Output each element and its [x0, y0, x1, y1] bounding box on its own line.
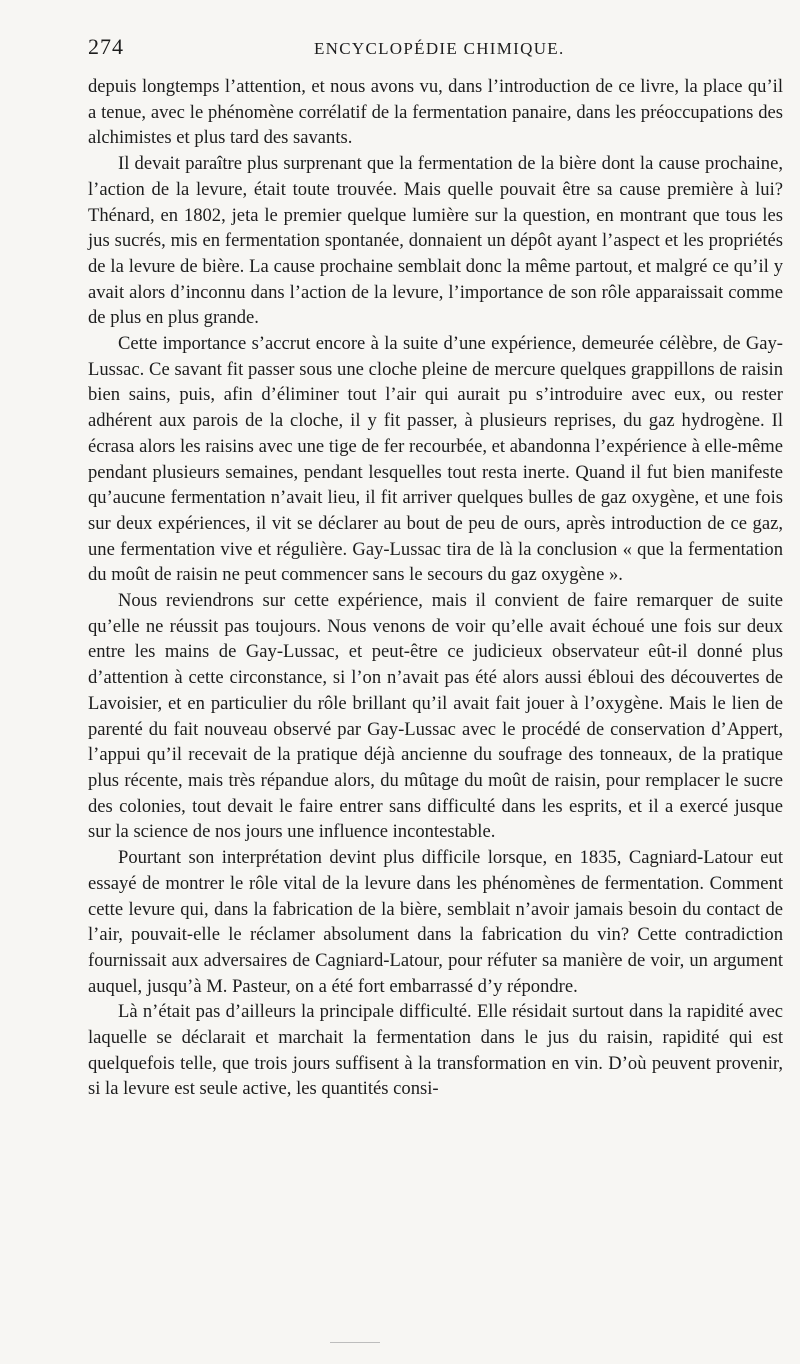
paragraph: depuis longtemps l’attention, et nous avons vu, dans l’introduction de ce livre, la place qu’il a tenue, avec le phénomène corrélatif de la fermentation panaire, dans les préoccupations des alchimistes et plus tard des savants. — [88, 76, 783, 149]
paragraph: Nous reviendrons sur cette expérience, mais il convient de faire remarquer de suite qu’elle ne réussit pas toujours. Nous venons de voir qu’elle avait échoué une fois sur deux entre les mains de Gay-Lussac, et peut-être ce judicieux observateur eût-il donné plus d’attention à cette circonstance, si l’on n’avait pas été alors aussi ébloui des découvertes de Lavoisier, et en particulier du rôle brillant qu’il avait fait jouer à l’oxygène. Mais le lien de parenté du fait nouveau observé par Gay-Lussac avec le procédé de conservation d’Appert, l’appui qu’il recevait de la pratique déjà ancienne du soufrage des tonneaux, de la pratique plus récente, mais très répandue alors, du mûtage du moût de raisin, pour remplacer le sucre des colonies, tout devait le faire entrer sans difficulté dans les esprits, et il a exercé jusque sur la science de nos jours une influence incontestable. — [88, 590, 783, 843]
paragraph: Pourtant son interprétation devint plus difficile lorsque, en 1835, Cagniard-Latour eut essayé de montrer le rôle vital de la levure dans les phénomènes de fermentation. Comment cette levure qui, dans la fabrication de la bière, semblait n’avoir jamais besoin du contact de l’air, pouvait-elle le réclamer absolument dans la fabrication du vin? Cette contradiction fournissait aux adversaires de Cagniard-Latour, pour réfuter sa manière de voir, un argument auquel, jusqu’à M. Pasteur, on a été fort embarrassé d’y répondre. — [88, 847, 783, 997]
footer-rule — [330, 1342, 380, 1343]
page-header — [88, 34, 783, 66]
running-title: ENCYCLOPÉDIE CHIMIQUE. — [314, 39, 565, 58]
paragraph: Cette importance s’accrut encore à la suite d’une expérience, demeurée célèbre, de Gay-Lussac. Ce savant fit passer sous une cloche pleine de mercure quelques grappillons de raisin bien sains, puis, afin d’éliminer tout l’air qui aurait pu s’introduire avec eux, ou rester adhérent aux parois de la cloche, il y fit passer, à plusieurs reprises, du gaz hydrogène. Il écrasa alors les raisins avec une tige de fer recourbée, et abandonna l’expérience à elle-même pendant plusieurs semaines, pendant lesquelles tout resta inerte. Quand il fut bien manifeste qu’aucune fermentation n’avait lieu, il fit arriver quelques bulles de gaz oxygène, et une fois sur deux expériences, il vit se déclarer au bout de peu de ours, après introduction de ce gaz, une fermentation vive et régulière. Gay-Lussac tira de là la conclusion « que la fermentation du moût de raisin ne peut commencer sans le secours du gaz oxygène ». — [88, 333, 783, 586]
page-number: 274 — [88, 34, 124, 59]
body-text — [88, 74, 783, 1102]
paragraph: Il devait paraître plus surprenant que la fermentation de la bière dont la cause prochaine, l’action de la levure, était toute trouvée. Mais quelle pouvait être sa cause première à lui? Thénard, en 1802, jeta le premier quelque lumière sur la question, en montrant que tous les jus sucrés, mis en fermentation spontanée, donnaient un dépôt ayant l’aspect et les propriétés de la levure de bière. La cause prochaine semblait donc la même partout, et malgré ce qu’il y avait alors d’inconnu dans l’action de la levure, l’importance de son rôle apparaissait comme de plus en plus grande. — [88, 153, 783, 329]
paragraph: Là n’était pas d’ailleurs la principale difficulté. Elle résidait surtout dans la rapidité avec laquelle se déclarait et marchait la fermentation dans le jus du raisin, rapidité qui est quelquefois telle, que trois jours suffisent à la transformation en vin. D’où peuvent provenir, si la levure est seule active, les quantités consi- — [88, 1001, 783, 1100]
